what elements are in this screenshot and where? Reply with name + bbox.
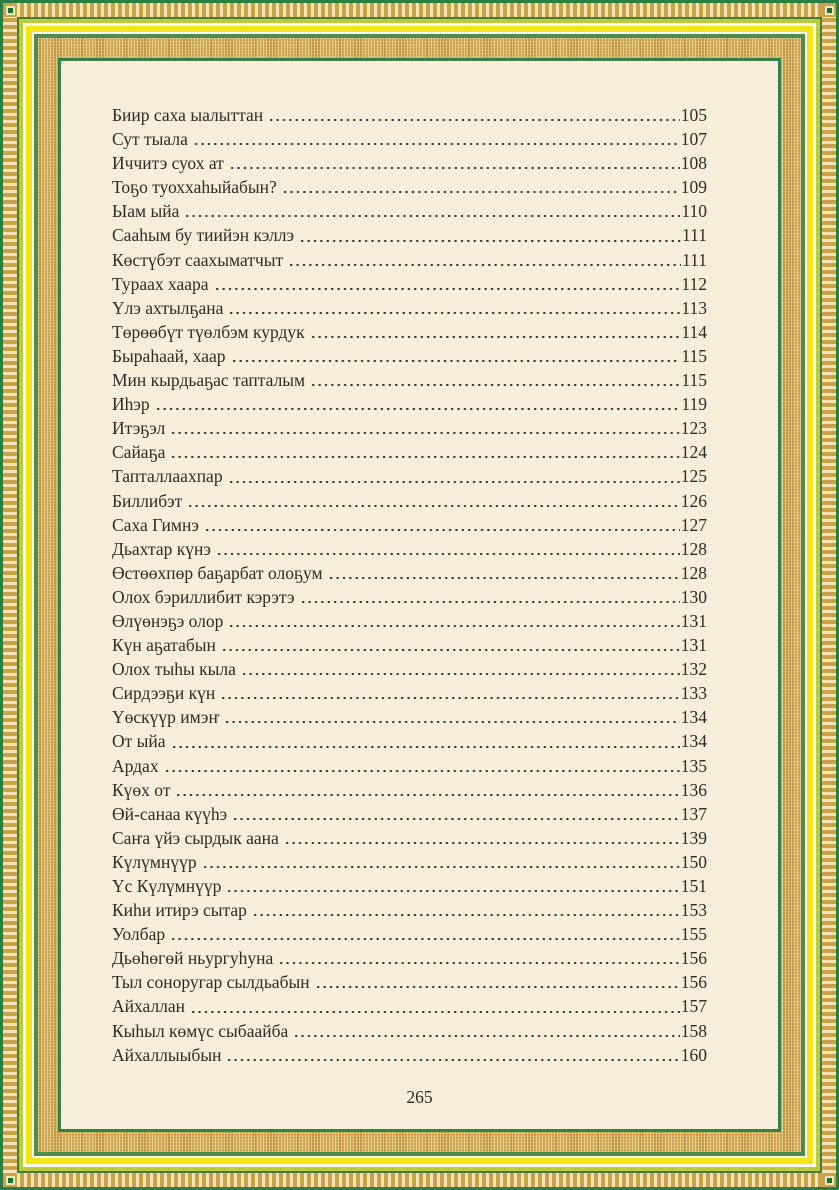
toc-entry-title: Тыл соноругар сылдьабын [112,972,310,993]
toc-entry [112,464,707,488]
toc-leader-dots [190,994,680,1018]
toc-leader-dots [164,754,680,778]
toc-entry-title: Айхаллан [112,996,186,1017]
border-tick-band-bottom [17,1173,822,1187]
toc-entry [112,416,707,440]
toc-entry [112,296,707,320]
toc-leader-dots [252,898,680,922]
toc-entry [112,874,707,898]
toc-list [112,103,707,1067]
toc-entry [112,199,707,223]
toc-entry [112,151,707,175]
toc-entry-title: Үс Күлүмнүүр [112,876,222,896]
toc-leader-dots [315,970,680,994]
toc-entry-page: 128 [680,562,707,583]
toc-entry-page: 134 [680,707,707,728]
toc-entry-title: Дьөһөгөй ньургуһуна [112,948,274,969]
toc-entry-page: 115 [681,370,707,391]
toc-entry-title: Күлүмнүүр [112,851,197,872]
toc-leader-dots [310,368,680,392]
toc-entry [112,561,707,585]
toc-entry-page: 151 [680,876,707,896]
toc-entry-page: 133 [680,683,707,704]
toc-entry-page: 126 [680,490,707,511]
toc-entry [112,392,707,416]
toc-entry-page: 105 [680,105,707,125]
toc-entry-page: 130 [680,586,707,607]
toc-entry [112,970,707,994]
toc-leader-dots [299,223,681,247]
toc-leader-dots [175,778,679,802]
corner-ornament-icon [822,3,836,17]
toc-entry-page: 160 [680,1044,707,1065]
toc-entry-title: Биир саха ыалыттан [112,105,264,125]
toc-entry-title: Итэҕэл [112,418,166,439]
toc-entry-page: 131 [680,610,707,631]
border-tick-band-left [3,17,17,1173]
toc-leader-dots [278,946,680,970]
toc-leader-dots [241,657,680,681]
toc-entry [112,585,707,609]
toc-entry [112,440,707,464]
toc-entry-page: 150 [680,851,707,872]
toc-entry-title: Күн аҕатабын [112,635,216,656]
toc-leader-dots [228,609,679,633]
toc-entry [112,922,707,946]
toc-entry [112,681,707,705]
toc-entry-page: 110 [681,201,707,222]
toc-leader-dots [171,729,680,753]
toc-entry-page: 115 [681,345,707,366]
toc-entry-title: Иччитэ суох ат [112,153,224,174]
toc-entry [112,513,707,537]
toc-leader-dots [284,826,680,850]
toc-leader-dots [232,802,680,826]
toc-entry-title: Олох тыһы кыла [112,659,236,680]
toc-leader-dots [268,103,680,127]
toc-leader-dots [228,464,680,488]
toc-entry-page: 156 [680,948,707,969]
toc-leader-dots [229,151,680,175]
toc-leader-dots [288,248,681,272]
corner-ornament-icon [822,1173,836,1187]
toc-entry-title: Тураах хаара [112,273,209,294]
toc-entry [112,537,707,561]
toc-entry-page: 139 [680,827,707,848]
toc-entry [112,1019,707,1043]
toc-entry-page: 156 [680,972,707,993]
toc-entry-title: Өстөөхпөр баҕарбат олоҕум [112,562,323,583]
toc-leader-dots [226,874,679,898]
toc-entry-page: 119 [681,394,707,415]
toc-entry-page: 114 [681,321,707,342]
toc-entry-title: Сирдээҕи күн [112,683,216,704]
corner-ornament-icon [3,3,17,17]
toc-entry-title: Мин кырдьаҕас тапталым [112,370,306,391]
toc-leader-dots [220,681,679,705]
toc-entry [112,489,707,513]
toc-leader-dots [193,127,680,151]
toc-entry-page: 108 [680,153,707,174]
toc-entry-title: Кыһыл көмүс сыбаайба [112,1020,289,1041]
toc-entry [112,272,707,296]
toc-entry [112,368,707,392]
border-tick-band-top [17,3,822,17]
toc-entry [112,223,707,247]
toc-entry-title: Үлэ ахтылҕана [112,297,224,318]
toc-leader-dots [184,199,680,223]
toc-entry-title: Иһэр [112,394,150,415]
toc-entry [112,946,707,970]
toc-entry [112,826,707,850]
toc-entry-page: 136 [680,779,707,800]
toc-entry-page: 111 [682,225,707,246]
toc-entry-title: Айхаллыыбын [112,1044,222,1065]
toc-leader-dots [328,561,680,585]
toc-leader-dots [202,850,680,874]
toc-entry [112,344,707,368]
toc-entry-page: 135 [680,755,707,776]
toc-entry-title: Олох бэриллибит кэрэтэ [112,586,295,607]
toc-leader-dots [224,705,679,729]
toc-leader-dots [216,537,680,561]
toc-entry [112,705,707,729]
toc-entry-page: 112 [681,273,707,294]
toc-entry [112,320,707,344]
corner-ornament-icon [3,1173,17,1187]
toc-entry-page: 128 [680,538,707,559]
toc-entry [112,609,707,633]
toc-leader-dots [170,440,679,464]
toc-entry-title: Киһи итирэ сытар [112,900,247,921]
toc-entry-page: 111 [682,249,707,270]
toc-leader-dots [221,633,680,657]
toc-entry-title: Уолбар [112,924,166,945]
toc-leader-dots [310,320,681,344]
toc-leader-dots [228,296,680,320]
toc-entry [112,657,707,681]
toc-entry [112,898,707,922]
toc-entry-page: 155 [680,924,707,945]
toc-entry [112,1043,707,1067]
toc-entry-page: 134 [680,731,707,752]
toc-leader-dots [187,489,679,513]
toc-entry-page: 137 [680,803,707,824]
toc-entry [112,127,707,151]
toc-entry-page: 158 [680,1020,707,1041]
toc-leader-dots [155,392,681,416]
page-number: 265 [406,1087,433,1107]
toc-leader-dots [231,344,681,368]
toc-entry-page: 157 [680,996,707,1017]
toc-entry-title: От ыйа [112,731,166,752]
toc-leader-dots [300,585,680,609]
toc-entry [112,633,707,657]
toc-entry-page: 132 [680,659,707,680]
toc-entry [112,754,707,778]
toc-leader-dots [170,416,680,440]
toc-entry [112,103,707,127]
toc-entry-title: Тапталлаахпар [112,466,223,487]
toc-leader-dots [293,1019,679,1043]
toc-entry [112,802,707,826]
toc-entry-title: Саҥа үйэ сырдык аана [112,827,279,848]
toc-entry-title: Ардах [112,755,159,776]
toc-entry [112,778,707,802]
toc-entry-page: 124 [680,442,707,463]
toc-entry [112,850,707,874]
toc-entry-page: 127 [680,514,707,535]
toc-entry [112,994,707,1018]
toc-entry-title: Өй-санаа күүһэ [112,803,228,824]
toc-entry-title: Сааһым бу тиийэн кэллэ [112,225,294,246]
toc-entry-title: Өлүөнэҕэ олор [112,610,224,631]
toc-leader-dots [282,175,680,199]
toc-entry-title: Көстүбэт саахыматчыт [112,249,284,270]
toc-entry-title: Тоҕо туоххаһыйабын? [112,177,277,198]
toc-entry-title: Сайаҕа [112,442,166,463]
toc-entry-title: Үөскүүр имэҥ [112,707,220,728]
toc-entry [112,248,707,272]
toc-leader-dots [226,1043,679,1067]
page-body [61,61,778,1129]
toc-entry-title: Быраһаай, хаар [112,345,226,366]
toc-entry-title: Төрөөбүт түөлбэм курдук [112,321,305,342]
toc-entry-page: 109 [680,177,707,198]
toc-entry-title: Саха Гимнэ [112,514,199,535]
toc-entry-page: 153 [680,900,707,921]
toc-leader-dots [204,513,680,537]
toc-entry-title: Ыам ыйа [112,201,180,222]
toc-entry [112,175,707,199]
toc-entry-title: Күөх от [112,779,171,800]
toc-entry-title: Дьахтар күнэ [112,538,211,559]
toc-entry-page: 125 [680,466,707,487]
toc-leader-dots [170,922,680,946]
toc-entry [112,729,707,753]
toc-entry-page: 107 [680,129,707,150]
toc-entry-title: Биллибэт [112,490,183,511]
toc-leader-dots [214,272,681,296]
toc-entry-page: 113 [681,297,707,318]
toc-entry-page: 131 [680,635,707,656]
toc-entry-page: 123 [680,418,707,439]
toc-entry-title: Сут тыала [112,129,188,150]
border-tick-band-right [822,17,836,1173]
